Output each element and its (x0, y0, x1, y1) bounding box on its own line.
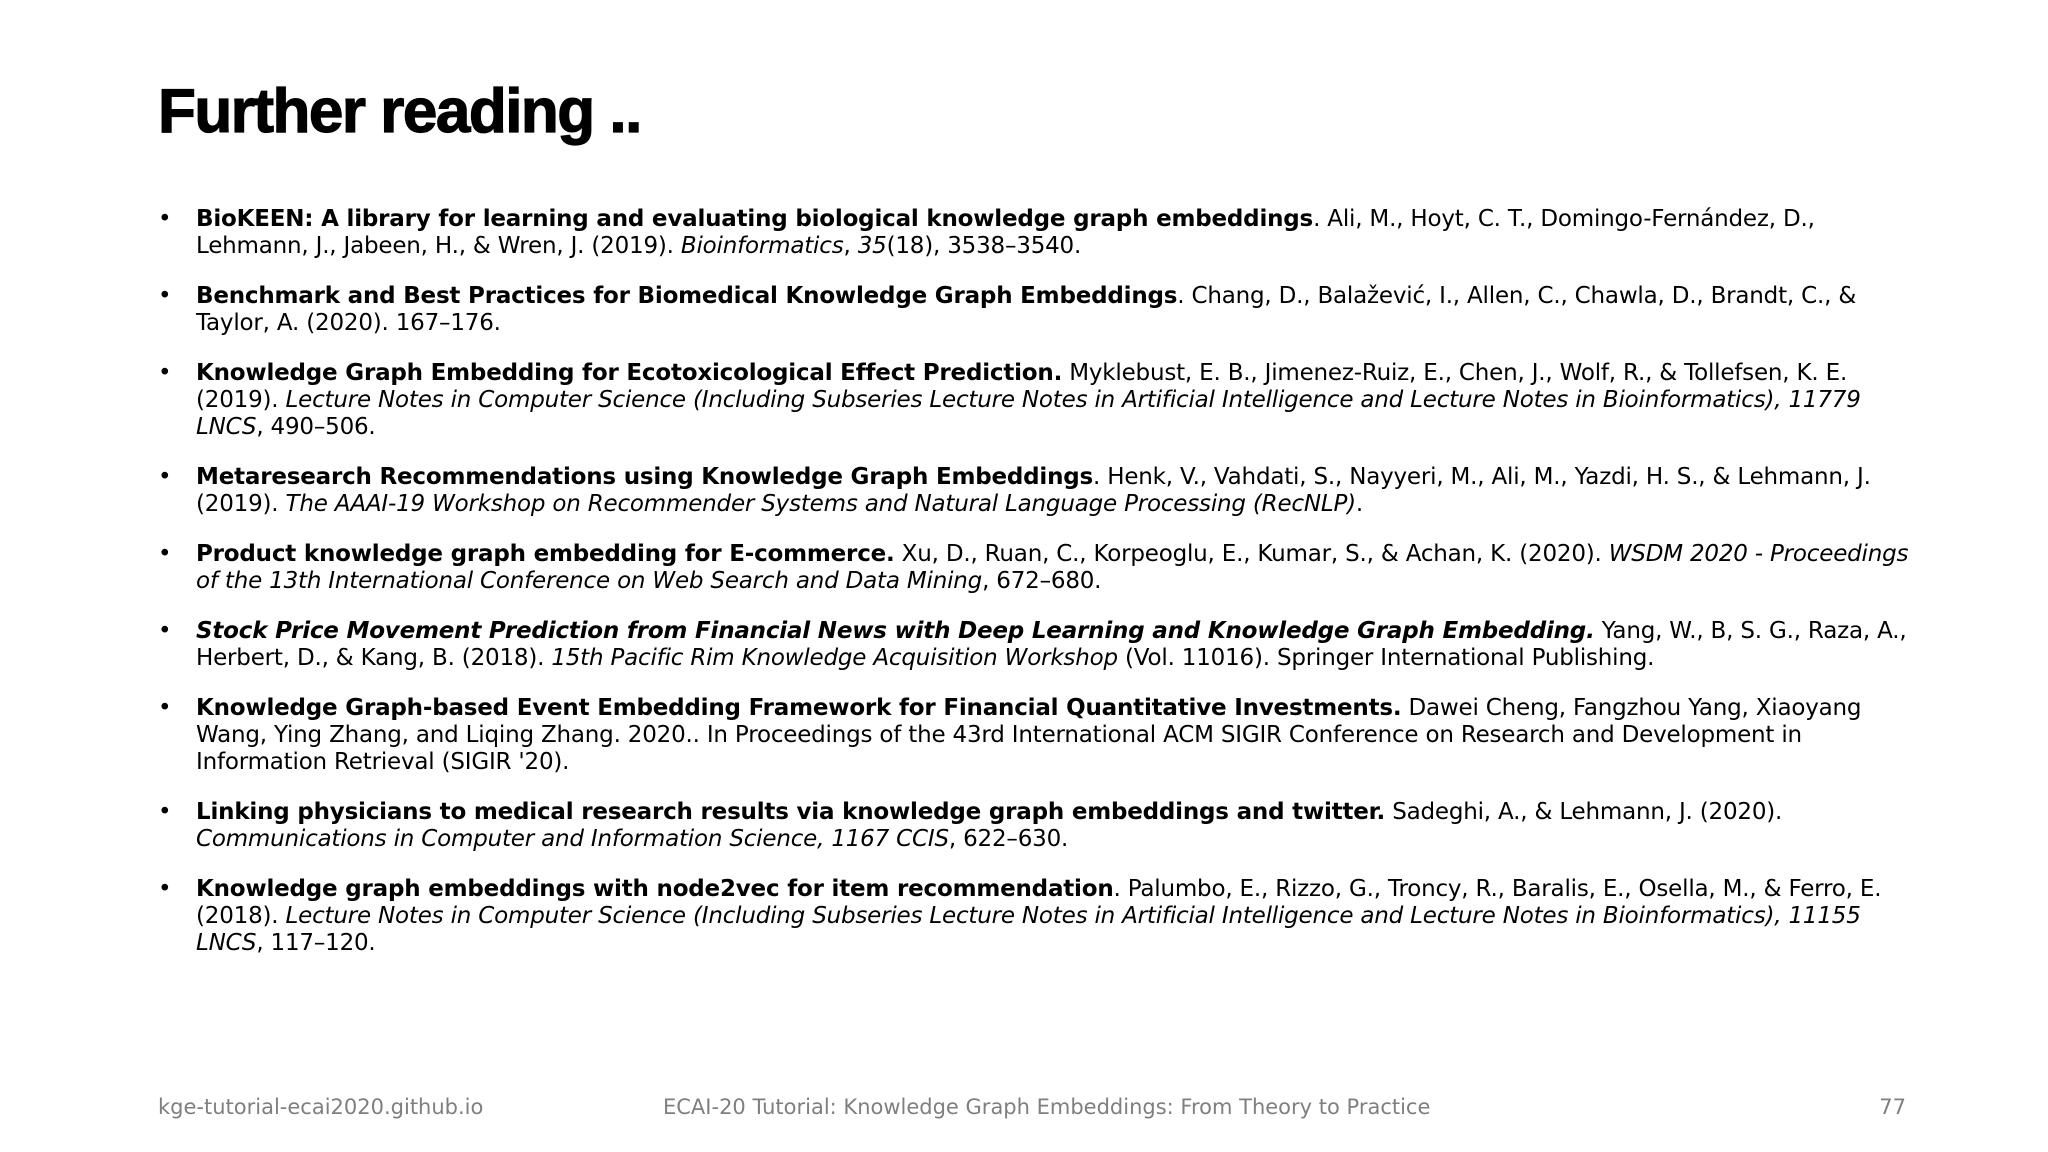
bullet-icon: • (158, 695, 172, 721)
reference-venue: The AAAI-19 Workshop on Recommender Systems and Natural Language Processing (RecNLP) (285, 491, 1356, 517)
reference-venue: Communications in Computer and Information Science, 1167 CCIS (196, 826, 949, 852)
bullet-icon: • (158, 541, 172, 567)
reference-title: Knowledge Graph-based Event Embedding Framework for Financial Quantitative Investments. (196, 695, 1402, 721)
reference-list (158, 206, 1918, 980)
bullet-icon: • (158, 799, 172, 825)
reference-title: Stock Price Movement Prediction from Financial News with Deep Learning and Knowledge Graph Embedding. (196, 618, 1595, 644)
reference-authors: . Ali, M., Hoyt, C. T., Domingo-Fernández, D., Lehmann, J., Jabeen, H., & Wren, J. (2019). (196, 206, 1815, 259)
reference-item (158, 283, 1918, 337)
reference-pages: . (1355, 491, 1364, 517)
reference-title: Product knowledge graph embedding for E-commerce. (196, 541, 895, 567)
reference-title: BioKEEN: A library for learning and evaluating biological knowledge graph embeddings (196, 206, 1314, 232)
reference-authors: Yang, W., B, S. G., Raza, A., Herbert, D., & Kang, B. (2018). (196, 618, 1907, 671)
reference-item (158, 206, 1918, 260)
bullet-icon: • (158, 360, 172, 386)
reference-volume: 35 (857, 233, 887, 259)
reference-item (158, 541, 1918, 595)
reference-item (158, 876, 1918, 957)
reference-title: Knowledge Graph Embedding for Ecotoxicological Effect Prediction. (196, 360, 1063, 386)
reference-authors: . Chang, D., Balažević, I., Allen, C., Chawla, D., Brandt, C., & Taylor, A. (2020). 167–176. (196, 283, 1857, 336)
reference-pages: (18), 3538–3540. (886, 233, 1082, 259)
reference-venue: 15th Pacific Rim Knowledge Acquisition Workshop (551, 645, 1118, 671)
bullet-icon: • (158, 206, 172, 232)
page-number: 77 (1879, 1095, 1906, 1119)
reference-pages: , 622–630. (948, 826, 1069, 852)
reference-title: Metaresearch Recommendations using Knowledge Graph Embeddings (196, 464, 1094, 490)
bullet-icon: • (158, 876, 172, 902)
reference-venue: Lecture Notes in Computer Science (Including Subseries Lecture Notes in Artificial Intelligence and Lecture Notes in Bioinformatics), 11155 LNCS (196, 903, 1861, 956)
reference-venue: WSDM 2020 - Proceedings of the 13th International Conference on Web Search and Data Mining (196, 541, 1909, 594)
reference-title: Linking physicians to medical research results via knowledge graph embeddings and twitter. (196, 799, 1386, 825)
reference-pages: (Vol. 11016). Springer International Publishing. (1117, 645, 1655, 671)
reference-item (158, 464, 1918, 518)
bullet-icon: • (158, 283, 172, 309)
reference-venue: Bioinformatics (680, 233, 844, 259)
reference-item (158, 360, 1918, 441)
reference-authors: . Palumbo, E., Rizzo, G., Troncy, R., Baralis, E., Osella, M., & Ferro, E. (2018). (196, 876, 1882, 929)
reference-authors: Xu, D., Ruan, C., Korpeoglu, E., Kumar, S., & Achan, K. (2020). (894, 541, 1609, 567)
footer-url: kge-tutorial-ecai2020.github.io (158, 1095, 484, 1119)
slide-title: Further reading .. (158, 77, 641, 146)
reference-title: Benchmark and Best Practices for Biomedical Knowledge Graph Embeddings (196, 283, 1178, 309)
bullet-icon: • (158, 464, 172, 490)
reference-venue: Lecture Notes in Computer Science (Including Subseries Lecture Notes in Artificial Intelligence and Lecture Notes in Bioinformatics), 11779 LNCS (196, 387, 1861, 440)
reference-item (158, 618, 1918, 672)
reference-authors: . Henk, V., Vahdati, S., Nayyeri, M., Ali, M., Yazdi, H. S., & Lehmann, J. (2019). (196, 464, 1871, 517)
reference-pages: , 117–120. (256, 930, 376, 956)
reference-item (158, 695, 1918, 776)
reference-authors: Dawei Cheng, Fangzhou Yang, Xiaoyang Wang, Ying Zhang, and Liqing Zhang. 2020.. In Proceedings of the 43rd International ACM SIGIR Conference on Research and Development in Information Retrieval (SIGIR '20). (196, 695, 1862, 775)
reference-authors: Sadeghi, A., & Lehmann, J. (2020). (1385, 799, 1783, 825)
bullet-icon: • (158, 618, 172, 644)
reference-pages: , 490–506. (256, 414, 376, 440)
reference-title: Knowledge graph embeddings with node2vec for item recommendation (196, 876, 1114, 902)
reference-pages: , 672–680. (982, 568, 1102, 594)
footer-tutorial-title: ECAI-20 Tutorial: Knowledge Graph Embeddings: From Theory to Practice (663, 1095, 1431, 1119)
reference-item (158, 799, 1918, 853)
reference-authors: Myklebust, E. B., Jimenez-Ruiz, E., Chen, J., Wolf, R., & Tollefsen, K. E. (2019). (196, 360, 1848, 413)
reference-separator: , (843, 233, 858, 259)
